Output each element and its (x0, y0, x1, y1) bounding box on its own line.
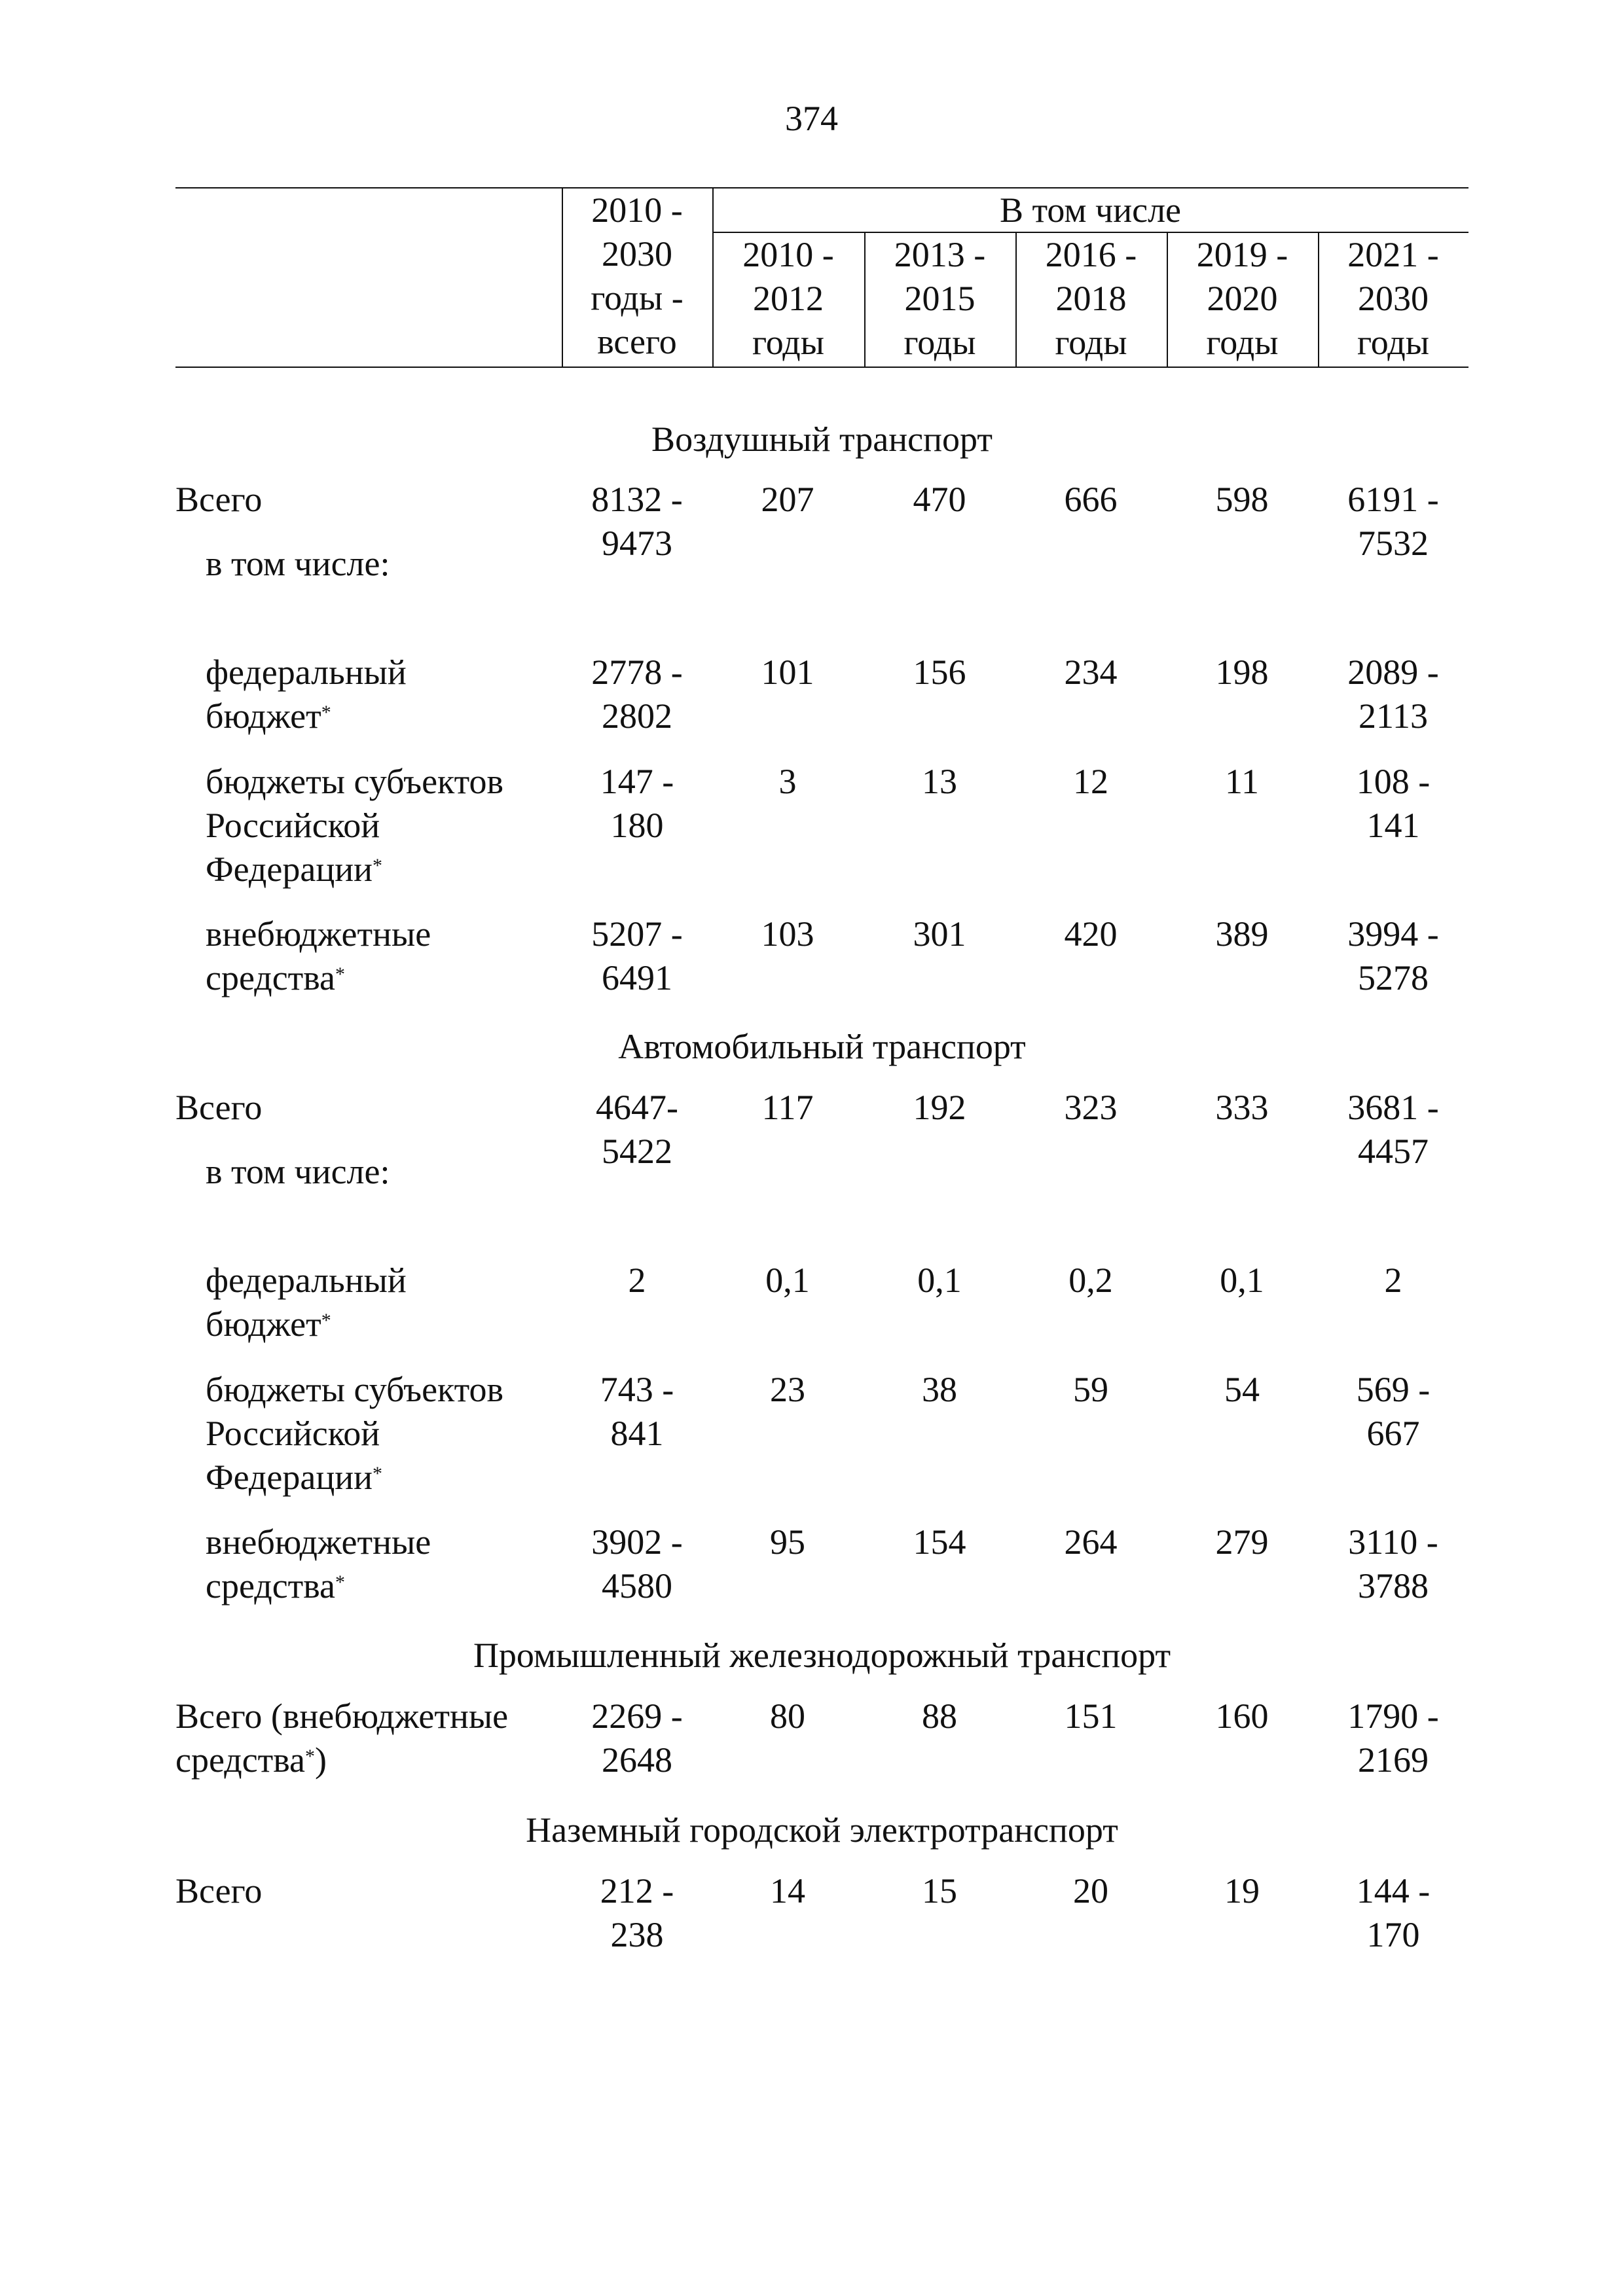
value-text: 3994 - (1347, 914, 1439, 954)
header-text: 2019 - (1196, 235, 1288, 274)
header-text: 2018 (1055, 279, 1127, 318)
value-cell (716, 478, 860, 522)
row-label-text: Всего (175, 1088, 263, 1127)
value-text: 13 (922, 762, 957, 801)
value-cell (1170, 478, 1314, 522)
value-cell (867, 1368, 1012, 1412)
row-label-line (206, 1564, 431, 1608)
value-cell (1170, 1368, 1314, 1412)
row-label-text: средства (206, 958, 336, 997)
row-label-line (175, 1695, 508, 1738)
row-label (206, 912, 431, 1000)
row-label-text: внебюджетные (206, 914, 431, 954)
value-cell (716, 1086, 860, 1130)
row-label-text: Российской (206, 806, 380, 845)
row-label-line (206, 1368, 503, 1412)
row-label-text: Всего (175, 1871, 263, 1910)
row-label (206, 1150, 390, 1194)
value-cell (565, 1695, 709, 1782)
row-label (206, 1520, 431, 1608)
value-text: 2778 - (591, 653, 683, 692)
value-cell (1170, 760, 1314, 804)
value-cell (1170, 1869, 1314, 1913)
value-text: 180 (610, 806, 664, 845)
value-text: 3902 - (591, 1522, 683, 1562)
value-cell (1321, 912, 1465, 1000)
value-text: 9473 (602, 524, 672, 563)
row-label-line (175, 478, 262, 522)
footnote-mark: * (321, 1310, 331, 1331)
header-bottom-rule (175, 367, 1468, 368)
row-label (206, 1368, 503, 1499)
value-text: 101 (761, 653, 814, 692)
row-label-text: внебюджетные (206, 1522, 431, 1562)
value-cell (1321, 1259, 1465, 1302)
row-label-text: бюджеты субъектов (206, 762, 503, 801)
header-group-label: В том числе (1000, 190, 1181, 230)
header-text: годы (1206, 323, 1279, 362)
value-cell (867, 1086, 1012, 1130)
value-cell (716, 760, 860, 804)
value-cell (1321, 1520, 1465, 1608)
table-header (175, 187, 1468, 367)
footnote-mark: * (335, 963, 346, 985)
value-cell (1170, 651, 1314, 694)
header-text: годы - (591, 278, 684, 317)
header-text: 2012 (753, 279, 824, 318)
value-cell (565, 1086, 709, 1174)
value-text: 6191 - (1347, 480, 1439, 519)
value-text: 667 (1366, 1414, 1420, 1453)
value-text: 19 (1224, 1871, 1260, 1910)
value-text: 198 (1215, 653, 1269, 692)
row-label-line (206, 760, 503, 804)
value-cell (716, 651, 860, 694)
closing-paren: ) (315, 1740, 327, 1780)
row-label (175, 1695, 508, 1782)
value-cell (1321, 1368, 1465, 1456)
row-label (175, 478, 262, 522)
row-label (206, 1259, 407, 1346)
value-text: 238 (610, 1915, 664, 1954)
value-cell (1019, 1695, 1163, 1738)
section-title: Наземный городской электротранспорт (526, 1810, 1118, 1850)
value-cell (1019, 1368, 1163, 1412)
value-text: 4580 (602, 1566, 672, 1605)
header-period-column (712, 233, 864, 365)
row-label (206, 542, 390, 586)
header-period-column (1015, 233, 1167, 365)
value-cell (1170, 1520, 1314, 1564)
row-label-line (206, 1456, 503, 1499)
value-text: 80 (770, 1696, 805, 1736)
value-cell (716, 1520, 860, 1564)
row-label-line (206, 1412, 503, 1456)
value-text: 2 (628, 1261, 646, 1300)
value-text: 156 (913, 653, 966, 692)
footnote-mark: * (373, 855, 383, 876)
header-period-column (1318, 233, 1468, 365)
value-text: 2648 (602, 1740, 672, 1780)
value-cell (716, 1259, 860, 1302)
row-label-text: бюджет (206, 1304, 321, 1344)
row-label-line (175, 1086, 262, 1130)
value-text: 2 (1384, 1261, 1402, 1300)
value-text: 151 (1064, 1696, 1118, 1736)
value-text: 2269 - (591, 1696, 683, 1736)
value-cell (867, 912, 1012, 956)
value-text: 23 (770, 1370, 805, 1409)
value-text: 3681 - (1347, 1088, 1439, 1127)
value-text: 117 (761, 1088, 814, 1127)
value-text: 4647- (596, 1088, 678, 1127)
row-label (175, 1086, 262, 1130)
value-cell (1321, 1695, 1465, 1782)
value-cell (565, 1259, 709, 1302)
value-cell (1170, 912, 1314, 956)
value-text: 20 (1073, 1871, 1108, 1910)
header-text: годы (1055, 323, 1127, 362)
header-text: 2021 - (1347, 235, 1439, 274)
header-text: 2010 - (742, 235, 834, 274)
value-text: 323 (1064, 1088, 1118, 1127)
value-text: 2089 - (1347, 653, 1439, 692)
value-text: 569 - (1356, 1370, 1431, 1409)
value-text: 38 (922, 1370, 957, 1409)
row-label-line (206, 848, 503, 891)
value-text: 4457 (1358, 1132, 1429, 1171)
value-text: 3 (778, 762, 797, 801)
footnote-mark: * (335, 1571, 346, 1593)
value-text: 3788 (1358, 1566, 1429, 1605)
row-label-line (175, 1738, 508, 1782)
page-number: 374 (785, 99, 838, 138)
value-cell (565, 1869, 709, 1957)
value-text: 5422 (602, 1132, 672, 1171)
value-text: 3110 - (1348, 1522, 1438, 1562)
value-text: 2169 (1358, 1740, 1429, 1780)
value-cell (1019, 1086, 1163, 1130)
value-text: 301 (913, 914, 966, 954)
value-text: 743 - (600, 1370, 674, 1409)
value-text: 59 (1073, 1370, 1108, 1409)
value-text: 2802 (602, 696, 672, 736)
row-label-line (206, 1520, 431, 1564)
value-text: 88 (922, 1696, 957, 1736)
value-cell (867, 478, 1012, 522)
value-cell (716, 1695, 860, 1738)
value-cell (867, 1695, 1012, 1738)
value-cell (565, 1368, 709, 1456)
value-cell (867, 651, 1012, 694)
value-cell (565, 1520, 709, 1608)
value-cell (1019, 1869, 1163, 1913)
value-cell (1019, 912, 1163, 956)
value-text: 234 (1064, 653, 1118, 692)
value-cell (1321, 1086, 1465, 1174)
value-text: 6491 (602, 958, 672, 997)
value-cell (1019, 1520, 1163, 1564)
row-label-text: федеральный (206, 653, 407, 692)
value-cell (1019, 478, 1163, 522)
value-cell (565, 912, 709, 1000)
value-cell (716, 1368, 860, 1412)
row-label-line (206, 1259, 407, 1302)
value-text: 420 (1064, 914, 1118, 954)
header-text: 2020 (1207, 279, 1278, 318)
value-cell (565, 478, 709, 565)
row-label-text: Всего (внебюджетные (175, 1696, 509, 1736)
header-text: годы (903, 323, 976, 362)
value-cell (867, 760, 1012, 804)
value-text: 666 (1064, 480, 1118, 519)
footnote-mark: * (373, 1463, 383, 1484)
value-text: 144 - (1356, 1871, 1431, 1910)
value-cell (1019, 651, 1163, 694)
value-text: 0,1 (1220, 1261, 1264, 1300)
row-label-line (206, 912, 431, 956)
value-text: 14 (770, 1871, 805, 1910)
row-label-text: бюджет (206, 696, 321, 736)
row-label-text: средства (175, 1740, 306, 1780)
header-total-column (562, 188, 712, 364)
value-cell (1170, 1086, 1314, 1130)
value-cell (1321, 760, 1465, 848)
value-text: 160 (1215, 1696, 1269, 1736)
value-text: 598 (1215, 480, 1269, 519)
value-cell (1321, 478, 1465, 565)
footnote-mark: * (305, 1746, 316, 1767)
value-text: 12 (1073, 762, 1108, 801)
header-text: годы (752, 323, 824, 362)
header-text: 2030 (1358, 279, 1429, 318)
value-cell (867, 1259, 1012, 1302)
value-text: 141 (1366, 806, 1420, 845)
value-text: 8132 - (591, 480, 683, 519)
value-text: 212 - (600, 1871, 674, 1910)
row-label-text: Российской (206, 1414, 380, 1453)
header-period-column (864, 233, 1015, 365)
value-text: 841 (610, 1414, 664, 1453)
value-cell (716, 1869, 860, 1913)
row-label (206, 651, 407, 738)
row-label-line (206, 1150, 390, 1194)
value-cell (1170, 1695, 1314, 1738)
row-label-text: Федерации (206, 850, 373, 889)
value-text: 5278 (1358, 958, 1429, 997)
footnote-mark: * (321, 702, 331, 723)
value-text: 1790 - (1347, 1696, 1439, 1736)
row-label-text: в том числе: (206, 544, 390, 583)
value-text: 264 (1064, 1522, 1118, 1562)
header-text: 2030 (602, 234, 672, 274)
value-text: 207 (761, 480, 814, 519)
value-cell (1321, 1869, 1465, 1957)
row-label-line (206, 956, 431, 1000)
value-text: 0,1 (765, 1261, 810, 1300)
row-label-text: федеральный (206, 1261, 407, 1300)
value-text: 15 (922, 1871, 957, 1910)
value-text: 147 - (600, 762, 674, 801)
row-label-text: Федерации (206, 1458, 373, 1497)
value-text: 2113 (1359, 696, 1428, 736)
row-label-text: в том числе: (206, 1152, 390, 1191)
header-text: 2015 (904, 279, 976, 318)
value-text: 108 - (1356, 762, 1431, 801)
row-label-line (206, 542, 390, 586)
row-label-text: Всего (175, 480, 263, 519)
value-cell (867, 1869, 1012, 1913)
value-text: 389 (1215, 914, 1269, 954)
value-cell (1019, 1259, 1163, 1302)
value-cell (565, 760, 709, 848)
row-label-text: средства (206, 1566, 336, 1605)
row-label-text: бюджеты субъектов (206, 1370, 503, 1409)
row-label-line (206, 651, 407, 694)
value-text: 7532 (1358, 524, 1429, 563)
value-text: 54 (1224, 1370, 1260, 1409)
value-text: 11 (1225, 762, 1259, 801)
value-text: 170 (1366, 1915, 1420, 1954)
value-cell (1170, 1259, 1314, 1302)
value-text: 0,2 (1068, 1261, 1113, 1300)
header-text: 2016 - (1045, 235, 1137, 274)
header-text: годы (1357, 323, 1429, 362)
value-text: 5207 - (591, 914, 683, 954)
value-text: 333 (1215, 1088, 1269, 1127)
value-text: 470 (913, 480, 966, 519)
section-title: Воздушный транспорт (651, 420, 993, 459)
section-title: Автомобильный транспорт (618, 1027, 1026, 1066)
row-label-line (206, 694, 407, 738)
section-title: Промышленный железнодорожный транспорт (473, 1636, 1171, 1675)
value-text: 279 (1215, 1522, 1269, 1562)
row-label-line (206, 1302, 407, 1346)
value-text: 192 (913, 1088, 966, 1127)
value-text: 103 (761, 914, 814, 954)
value-text: 0,1 (917, 1261, 962, 1300)
value-text: 154 (913, 1522, 966, 1562)
header-text: 2010 - (591, 190, 683, 230)
row-label-line (175, 1869, 262, 1913)
header-text: 2013 - (894, 235, 986, 274)
row-label (175, 1869, 262, 1913)
value-cell (1019, 760, 1163, 804)
header-period-column (1167, 233, 1318, 365)
value-cell (1321, 651, 1465, 738)
row-label-line (206, 804, 503, 848)
value-cell (716, 912, 860, 956)
header-text: всего (597, 322, 677, 361)
value-cell (867, 1520, 1012, 1564)
row-label (206, 760, 503, 891)
value-cell (565, 651, 709, 738)
value-text: 95 (770, 1522, 805, 1562)
